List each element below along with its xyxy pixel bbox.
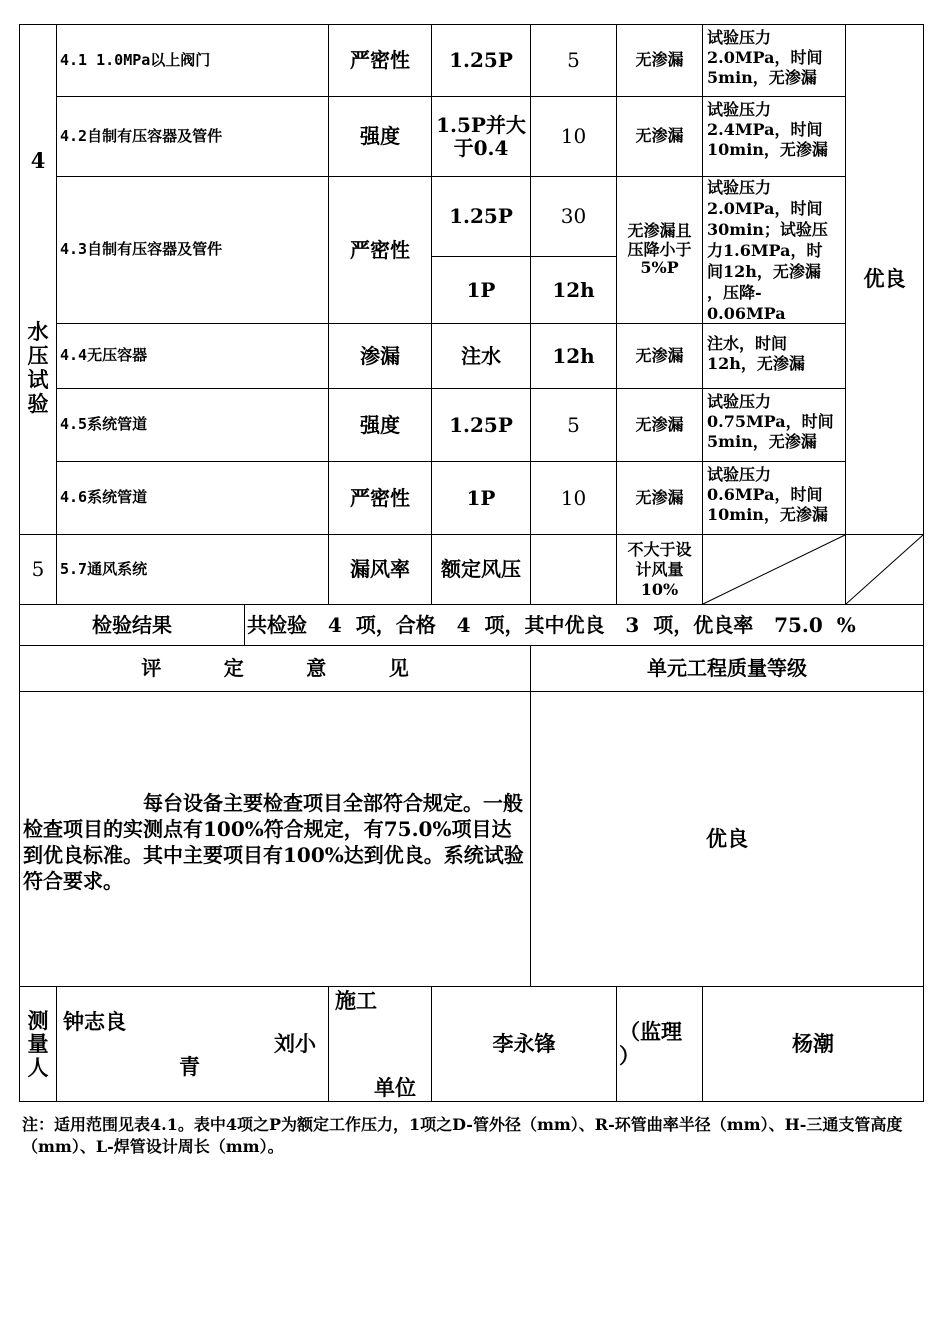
measurer-label-char: 量	[27, 1031, 49, 1057]
evaluation-header	[20, 646, 530, 691]
result-line: 0.06MPa	[707, 304, 786, 323]
supervision-label-line1: （监理	[619, 1018, 682, 1044]
section-title-char: 试	[27, 367, 49, 392]
requirement-4-5: 无渗漏	[635, 414, 684, 434]
requirement-4-3	[617, 177, 702, 323]
measurer-label	[20, 987, 56, 1101]
requirement-4-4: 无渗漏	[635, 345, 684, 365]
item-4-1: 4.1 1.0MPa以上阀门	[60, 50, 211, 69]
construction-person: 李永锋	[492, 1030, 556, 1056]
count-4-3b: 12h	[552, 277, 595, 302]
count-4-1: 5	[567, 48, 580, 72]
summary-label: 检验结果	[92, 612, 172, 637]
item-4-2: 4.2自制有压容器及管件	[60, 126, 223, 145]
standard-4-1: 1.25P	[449, 48, 513, 72]
supervision-label-line2: ）	[619, 1042, 640, 1068]
requirement-5-7	[617, 535, 702, 604]
section-4-grade: 优良	[863, 266, 906, 292]
unit-grade-header: 单元工程质量等级	[647, 656, 807, 680]
standard-5-7: 额定风压	[441, 557, 521, 581]
requirement-4-6: 无渗漏	[635, 487, 684, 507]
result-line: 试验压力	[707, 465, 772, 484]
summary-text: 共检验 4 项，合格 4 项，其中优良 3 项，优良率 75.0 %	[247, 612, 856, 637]
col-line	[328, 986, 329, 1102]
result-line: 2.0MPa，时间	[707, 199, 823, 218]
header-char: 意	[306, 656, 327, 680]
result-line: 试验压力	[707, 178, 772, 197]
item-4-3: 4.3自制有压容器及管件	[60, 240, 223, 259]
result-4-3	[703, 177, 845, 323]
col-line	[616, 986, 617, 1102]
diagonal-line-grade	[846, 535, 923, 604]
item-4-6: 4.6系统管道	[60, 488, 148, 507]
control-4-6: 严密性	[350, 485, 410, 510]
construction-label-bottom: 单位	[374, 1074, 416, 1100]
result-line: 12h，无渗漏	[707, 354, 805, 373]
result-line: 30min；试验压	[707, 220, 828, 239]
control-5-7: 漏风率	[350, 557, 410, 581]
item-4-4: 4.4无压容器	[60, 346, 148, 365]
item-4-5: 4.5系统管道	[60, 415, 148, 434]
requirement-4-2: 无渗漏	[635, 126, 684, 146]
inspection-table	[19, 24, 924, 1102]
result-line: 试验压力	[707, 28, 772, 47]
result-4-6	[703, 462, 845, 534]
result-line: 试验压力	[707, 392, 772, 411]
item-5-7: 5.7通风系统	[60, 559, 148, 578]
header-char: 评	[141, 656, 162, 680]
count-4-4: 12h	[552, 343, 595, 368]
requirement-line: 压降小于	[627, 239, 692, 259]
control-4-4: 渗漏	[360, 343, 400, 368]
result-line: 5min，无渗漏	[707, 68, 817, 87]
count-4-5: 5	[567, 412, 580, 437]
result-line: 注水，时间	[707, 334, 788, 353]
control-4-5: 强度	[360, 412, 400, 437]
result-line: ，压降-	[707, 283, 762, 302]
unit-grade: 优良	[706, 825, 748, 851]
result-line: 0.75MPa，时间	[707, 412, 834, 431]
count-4-2: 10	[560, 124, 587, 148]
control-4-2: 强度	[360, 124, 400, 148]
measurer-name-2a: 刘小	[274, 1030, 316, 1056]
requirement-line: 无渗漏且	[627, 221, 692, 241]
requirement-4-1: 无渗漏	[635, 50, 684, 70]
section-title-char: 水	[27, 318, 49, 344]
header-char: 见	[388, 656, 409, 680]
result-line: 试验压力	[707, 100, 772, 119]
standard-line: 于0.4	[453, 135, 509, 160]
requirement-line: 不大于设	[627, 539, 692, 559]
result-line: 0.6MPa，时间	[707, 485, 823, 504]
measurer-name-1: 钟志良	[63, 1008, 126, 1034]
footnote: 注：适用范围见表4.1。表中4项之P为额定工作压力，1项之D-管外径（mm）、R-环管曲率半径（mm）、H-三通支管高度（mm）、L-焊管设计周长（mm）。	[22, 1115, 903, 1156]
result-4-2	[703, 97, 845, 176]
result-line: 力1.6MPa，时	[707, 241, 823, 260]
measurer-name-2b: 青	[179, 1053, 200, 1079]
requirement-line: 计风量	[635, 559, 684, 579]
result-line: 2.0MPa，时间	[707, 48, 823, 67]
section-4-number: 4	[30, 147, 46, 173]
standard-4-3a: 1.25P	[449, 204, 513, 228]
requirement-line: 10%	[640, 579, 679, 599]
control-4-3: 严密性	[350, 237, 410, 262]
construction-label-top: 施工	[335, 987, 377, 1013]
section-title-char: 压	[27, 342, 49, 368]
col-line	[56, 986, 57, 1102]
section-4-title	[20, 320, 56, 416]
result-line: 2.4MPa，时间	[707, 120, 823, 139]
section-title-char: 验	[27, 391, 49, 417]
supervision-person: 杨潮	[792, 1030, 834, 1056]
count-4-3a: 30	[560, 204, 587, 228]
measurer-label-char: 人	[27, 1054, 49, 1080]
result-4-1	[703, 25, 845, 96]
section-5-number: 5	[31, 557, 45, 581]
diagonal-blank-cells	[702, 534, 924, 605]
standard-4-6: 1P	[466, 485, 496, 510]
requirement-line: 5%P	[640, 258, 679, 278]
result-line: 10min，无渗漏	[707, 140, 828, 159]
measurer-label-char: 测	[27, 1008, 49, 1034]
standard-line: 1.5P并大	[436, 112, 526, 137]
result-line: 10min，无渗漏	[707, 505, 828, 524]
standard-4-4: 注水	[461, 343, 501, 368]
standard-4-2	[432, 97, 530, 176]
result-4-5	[703, 389, 845, 461]
table-border-bottom	[19, 1101, 924, 1102]
count-4-6: 10	[560, 485, 587, 510]
result-line: 5min，无渗漏	[707, 432, 817, 451]
header-char: 定	[223, 656, 244, 680]
control-4-1: 严密性	[350, 48, 410, 72]
standard-4-5: 1.25P	[449, 412, 513, 437]
result-4-4	[703, 324, 845, 388]
evaluation-opinion: 每台设备主要检查项目全部符合规定。一般检查项目的实测点有100%符合规定，有75.0%项目达到优良标准。其中主要项目有100%达到优良。系统试验符合要求。	[23, 791, 524, 893]
diagonal-line-result	[703, 535, 845, 604]
standard-4-3b: 1P	[466, 277, 496, 302]
result-line: 间12h，无渗漏	[707, 262, 821, 281]
